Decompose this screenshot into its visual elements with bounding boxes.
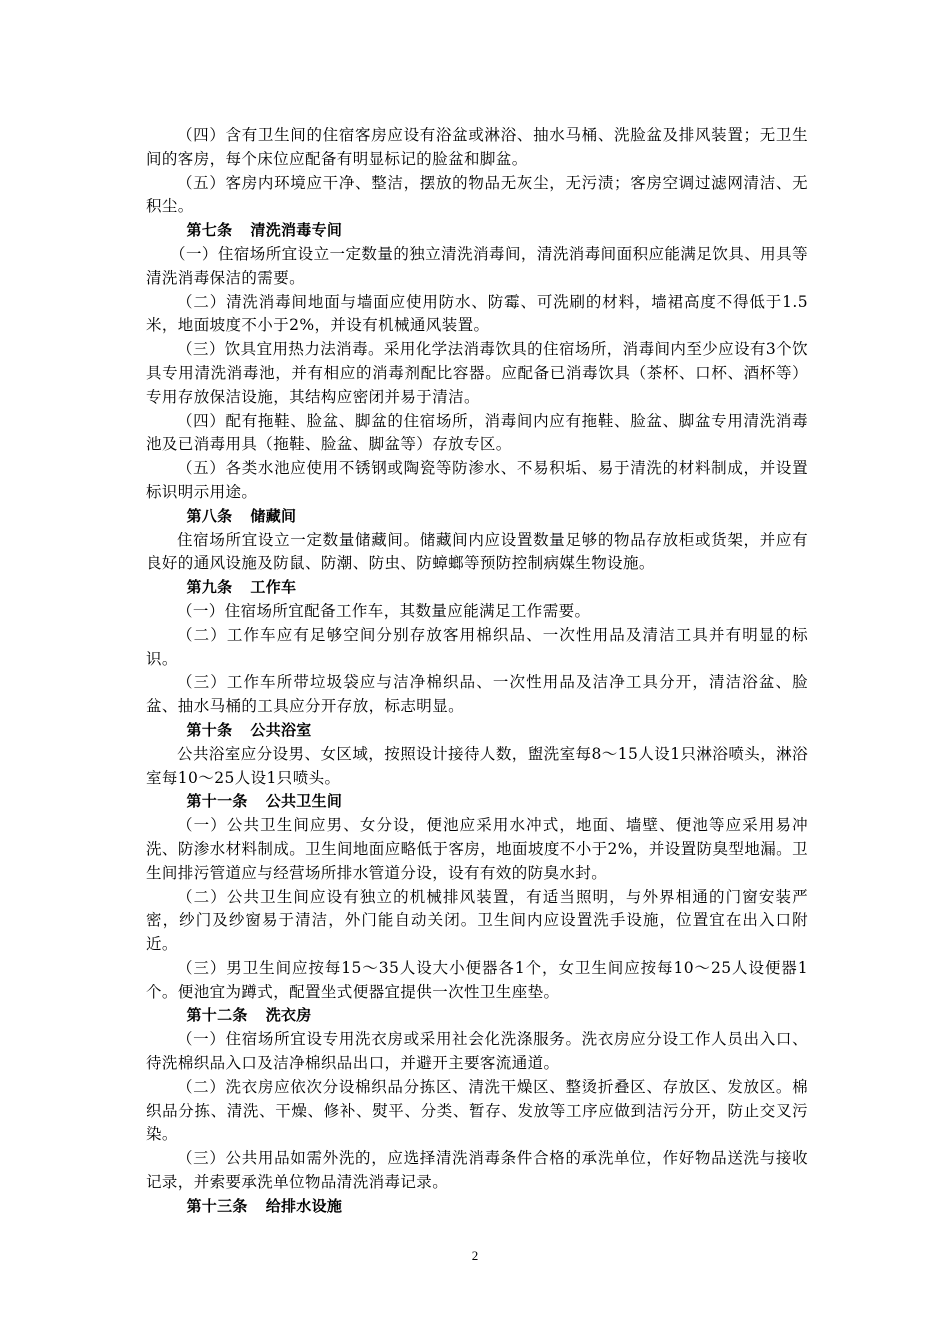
document-body	[146, 124, 808, 1219]
article-title: 公共卫生间	[265, 792, 343, 811]
paragraph: （五）客房内环境应干净、整洁，摆放的物品无灰尘，无污渍；客房空调过滤网清洁、无积尘。	[146, 173, 808, 216]
page-number: 2	[471, 1248, 479, 1263]
paragraph: （一）公共卫生间应男、女分设，便池应采用水冲式，地面、墙壁、便池等应采用易冲洗、防渗水材料制成。卫生间地面应略低于客房，地面坡度不小于2%，并设置防臭型地漏。卫生间排污管道应与经营场所排水管道分设，设有有效的防臭水封。	[146, 816, 808, 882]
article-title: 洗衣房	[265, 1006, 312, 1025]
paragraph: （一）住宿场所宜配备工作车，其数量应能满足工作需要。	[177, 601, 591, 620]
article-number: 第十一条	[186, 792, 248, 811]
article-number: 第十三条	[186, 1196, 248, 1215]
article-number: 第七条	[186, 221, 233, 240]
article-title: 公共浴室	[250, 720, 312, 739]
paragraph: （一）住宿场所宜设立一定数量的独立清洗消毒间，清洗消毒间面积应能满足饮具、用具等清洗消毒保洁的需要。	[146, 244, 808, 287]
paragraph: （四）含有卫生间的住宿客房应设有浴盆或淋浴、抽水马桶、洗脸盆及排风装置；无卫生间的客房，每个床位应配备有明显标记的脸盆和脚盆。	[146, 126, 808, 168]
paragraph: （二）工作车应有足够空间分别存放客用棉织品、一次性用品及清洁工具并有明显的标识。	[146, 625, 808, 668]
article-number: 第九条	[186, 578, 233, 597]
article-heading	[146, 505, 808, 529]
article-number: 第十二条	[186, 1006, 248, 1025]
paragraph: （二）洗衣房应依次分设棉织品分拣区、清洗干燥区、整烫折叠区、存放区、发放区。棉织品分拣、清洗、干燥、修补、熨平、分类、暂存、发放等工序应做到洁污分开，防止交叉污染。	[146, 1077, 808, 1144]
paragraph: （三）公共用品如需外洗的，应选择清洗消毒条件合格的承洗单位，作好物品送洗与接收记录，并索要承洗单位物品清洗消毒记录。	[146, 1149, 808, 1192]
article-heading	[146, 576, 808, 600]
paragraph: （三）工作车所带垃圾袋应与洁净棉织品、一次性用品及洁净工具分开，清洁浴盆、脸盆、抽水马桶的工具应分开存放，标志明显。	[146, 673, 808, 716]
paragraph: （三）男卫生间应按每15～35人设大小便器各1个，女卫生间应按每10～25人设便器1个。便池宜为蹲式，配置坐式便器宜提供一次性卫生座垫。	[146, 958, 808, 1001]
paragraph: 公共浴室应分设男、女区域，按照设计接待人数，盥洗室每8～15人设1只淋浴喷头，淋浴室每10～25人设1只喷头。	[146, 744, 808, 787]
article-heading	[146, 719, 808, 743]
article-title: 清洗消毒专间	[250, 221, 343, 240]
article-number: 第十条	[186, 720, 233, 739]
article-heading	[146, 1195, 808, 1219]
article-heading	[146, 219, 808, 243]
paragraph: （二）清洗消毒间地面与墙面应使用防水、防霉、可洗刷的材料，墙裙高度不得低于1.5米，地面坡度不小于2%，并设有机械通风装置。	[146, 292, 808, 335]
article-heading	[146, 1004, 808, 1028]
paragraph: （三）饮具宜用热力法消毒。采用化学法消毒饮具的住宿场所，消毒间内至少应设有3个饮具专用清洗消毒池，并有相应的消毒剂配比容器。应配备已消毒饮具（茶杯、口杯、酒杯等）专用存放保洁设施，其结构应密闭并易于清洁。	[146, 340, 808, 406]
article-heading	[146, 790, 808, 814]
article-number: 第八条	[186, 506, 233, 525]
article-title: 给排水设施	[265, 1196, 343, 1215]
paragraph: （二）公共卫生间应设有独立的机械排风装置，有适当照明，与外界相通的门窗安装严密，纱门及纱窗易于清洁，外门能自动关闭。卫生间内应设置洗手设施，位置宜在出入口附近。	[146, 887, 808, 954]
article-title: 工作车	[250, 578, 297, 597]
paragraph: 住宿场所宜设立一定数量储藏间。储藏间内应设置数量足够的物品存放柜或货架，并应有良好的通风设施及防鼠、防潮、防虫、防蟑螂等预防控制病媒生物设施。	[146, 530, 808, 573]
paragraph: （五）各类水池应使用不锈钢或陶瓷等防渗水、不易积垢、易于清洗的材料制成，并设置标识明示用途。	[146, 459, 808, 501]
paragraph: （四）配有拖鞋、脸盆、脚盆的住宿场所，消毒间内应有拖鞋、脸盆、脚盆专用清洗消毒池及已消毒用具（拖鞋、脸盆、脚盆等）存放专区。	[146, 411, 808, 454]
paragraph: （一）住宿场所宜设专用洗衣房或采用社会化洗涤服务。洗衣房应分设工作人员出入口、待洗棉织品入口及洁净棉织品出口，并避开主要客流通道。	[146, 1030, 808, 1073]
article-title: 储藏间	[250, 506, 297, 525]
